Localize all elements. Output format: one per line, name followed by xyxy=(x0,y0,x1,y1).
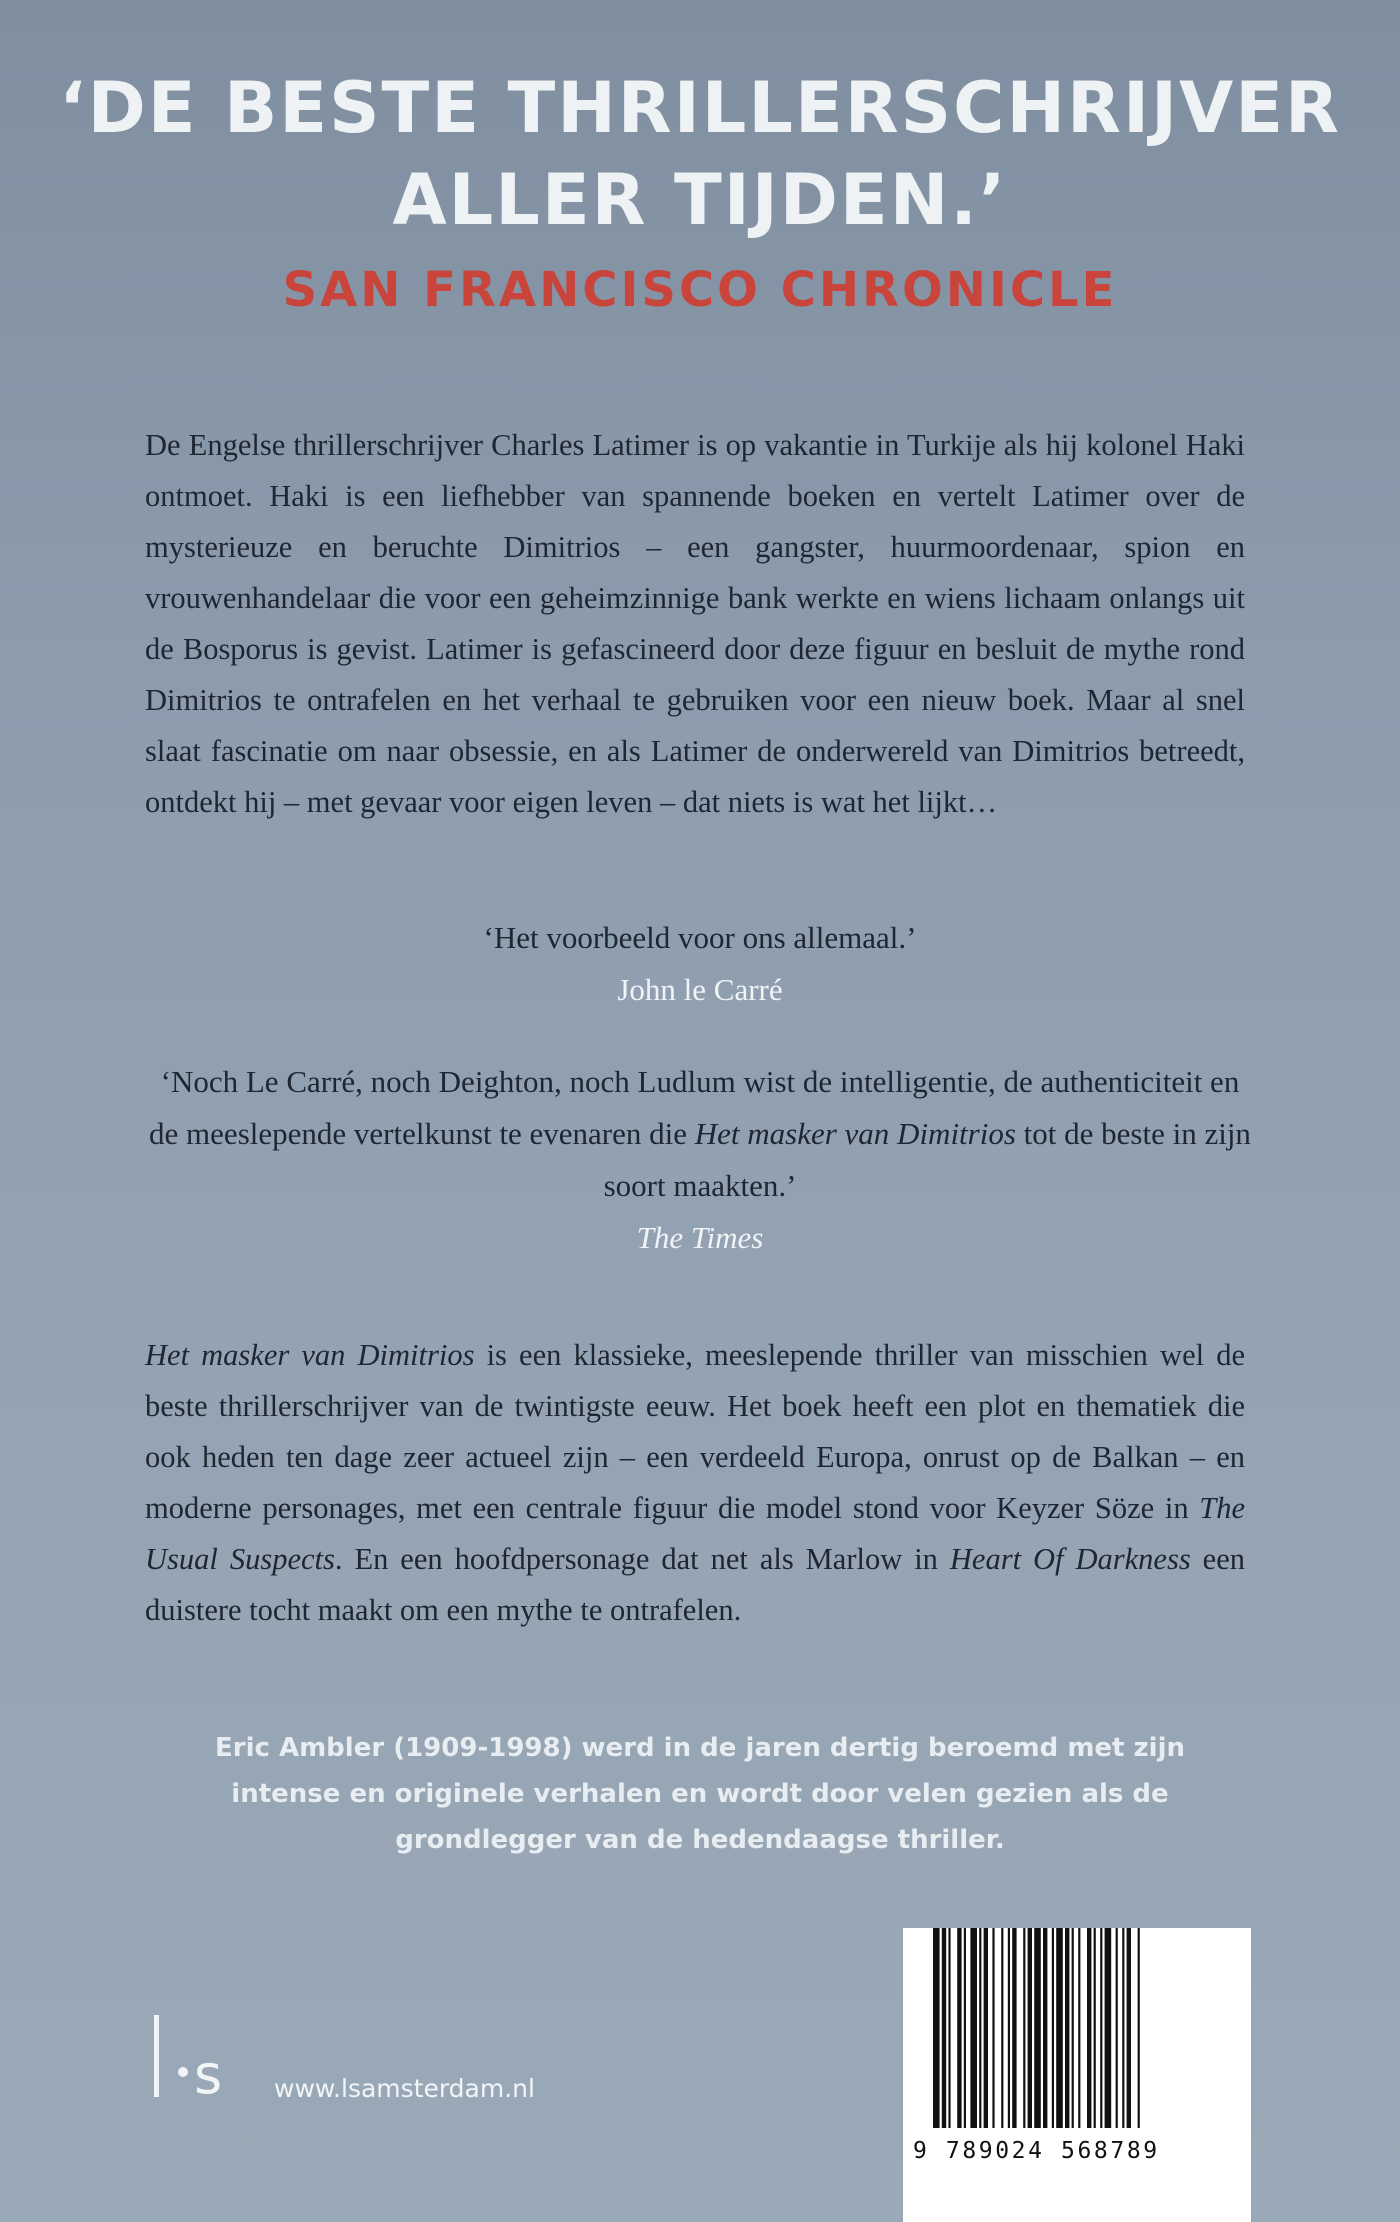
barcode-bar xyxy=(1001,1928,1003,2128)
barcode-bar xyxy=(1100,1928,1102,2128)
barcode-bar xyxy=(1008,1928,1010,2128)
publisher-website: www.lsamsterdam.nl xyxy=(274,2074,535,2103)
barcode-bar xyxy=(1094,1928,1096,2128)
barcode-bar xyxy=(933,1928,940,2128)
barcode-bar xyxy=(942,1928,946,2128)
barcode-bar xyxy=(1087,1928,1091,2128)
classic-text-2: . En een hoofdpersonage dat net als Marlow in xyxy=(334,1542,950,1576)
quote-book-title: Het masker van Dimitrios xyxy=(694,1116,1016,1151)
quote-source: The Times xyxy=(636,1220,764,1255)
classic-film-title: The Usual Suspects xyxy=(145,1491,1245,1576)
barcode-bar xyxy=(1065,1928,1069,2128)
classic-text-3: een duistere tocht maakt om een mythe te ontrafelen. xyxy=(145,1542,1245,1627)
barcode-bar xyxy=(1023,1928,1025,2128)
quote-source: John le Carré xyxy=(617,972,783,1007)
barcode-bar xyxy=(964,1928,966,2128)
barcode-bar xyxy=(984,1928,988,2128)
barcode-bar xyxy=(1122,1928,1124,2128)
publisher-logo xyxy=(148,2015,248,2115)
barcode-bar xyxy=(948,1928,950,2128)
quote-le-carre xyxy=(145,912,1255,1016)
barcode xyxy=(903,1928,1251,2222)
logo-dot xyxy=(178,2067,188,2077)
barcode-bar xyxy=(1078,1928,1080,2128)
classic-novel-title: Heart Of Darkness xyxy=(949,1542,1191,1576)
barcode-bar xyxy=(957,1928,961,2128)
logo-letter: s xyxy=(194,2043,223,2106)
author-bio: Eric Ambler (1909-1998) werd in de jaren dertig beroemd met zijn intense en originele verhalen en wordt door velen gezien als de grondlegger van de hedendaagse thriller. xyxy=(215,1733,1185,1855)
barcode-bar xyxy=(1105,1928,1112,2128)
barcode-bar xyxy=(1138,1928,1140,2128)
headline-line-1: ‘DE BESTE THRILLERSCHRIJVER xyxy=(59,67,1341,149)
headline-line-2: ALLER TIJDEN.’ xyxy=(392,159,1008,241)
barcode-bar xyxy=(1116,1928,1118,2128)
classic-text-1: is een klassieke, meeslepende thriller van misschien wel de beste thrillerschrijver van de twintigste eeuw. Het boek heeft een plot en thematiek die ook heden ten dage zeer actueel zijn – een verdeeld Europa, onrust op de Balkan – en moderne personages, met een centrale figuur die model stond voor Keyzer Söze in xyxy=(145,1338,1245,1525)
quote-text-before: ‘Noch Le Carré, noch Deighton, noch Ludlum wist de intelligentie, de authenticiteit en de meeslepende vertelkunst te evenaren die xyxy=(149,1064,1240,1151)
quote-text: ‘Het voorbeeld voor ons allemaal.’ xyxy=(483,920,917,955)
barcode-digits: 9 789024 568789 xyxy=(913,2138,1160,2164)
barcode-bar xyxy=(979,1928,981,2128)
barcode-bar xyxy=(992,1928,994,2128)
classic-book-title: Het masker van Dimitrios xyxy=(145,1338,475,1372)
barcode-bar xyxy=(1034,1928,1041,2128)
barcode-bar xyxy=(1052,1928,1054,2128)
classic-paragraph xyxy=(145,1330,1245,1636)
barcode-bar xyxy=(1127,1928,1131,2128)
barcode-bar xyxy=(1056,1928,1063,2128)
headline-source: SAN FRANCISCO CHRONICLE xyxy=(282,262,1118,318)
barcode-bar xyxy=(1012,1928,1016,2128)
barcode-bar xyxy=(1043,1928,1047,2128)
barcode-bar xyxy=(970,1928,977,2128)
barcode-bars xyxy=(933,1928,1221,2128)
logo-bar xyxy=(154,2015,159,2097)
synopsis-paragraph: De Engelse thrillerschrijver Charles Latimer is op vakantie in Turkije als hij kolonel Haki ontmoet. Haki is een liefhebber van spannende boeken en vertelt Latimer over de mysterieuze en beruchte Dimitrios – een gangster, huurmoordenaar, spion en vrouwenhandelaar die voor een geheimzinnige bank werkte en wiens lichaam onlangs uit de Bosporus is gevist. Latimer is gefascineerd door deze figuur en besluit de mythe rond Dimitrios te ontrafelen en het verhaal te gebruiken voor een nieuw boek. Maar al snel slaat fascinatie om naar obsessie, en als Latimer de onderwereld van Dimitrios betreedt, ontdekt hij – met gevaar voor eigen leven – dat niets is wat het lijkt… xyxy=(145,428,1245,819)
barcode-bar xyxy=(1072,1928,1074,2128)
quote-the-times xyxy=(145,1056,1255,1264)
headline-quote xyxy=(0,62,1400,246)
barcode-bar xyxy=(1028,1928,1032,2128)
quote-text-after: tot de beste in zijn soort maakten.’ xyxy=(603,1116,1251,1203)
